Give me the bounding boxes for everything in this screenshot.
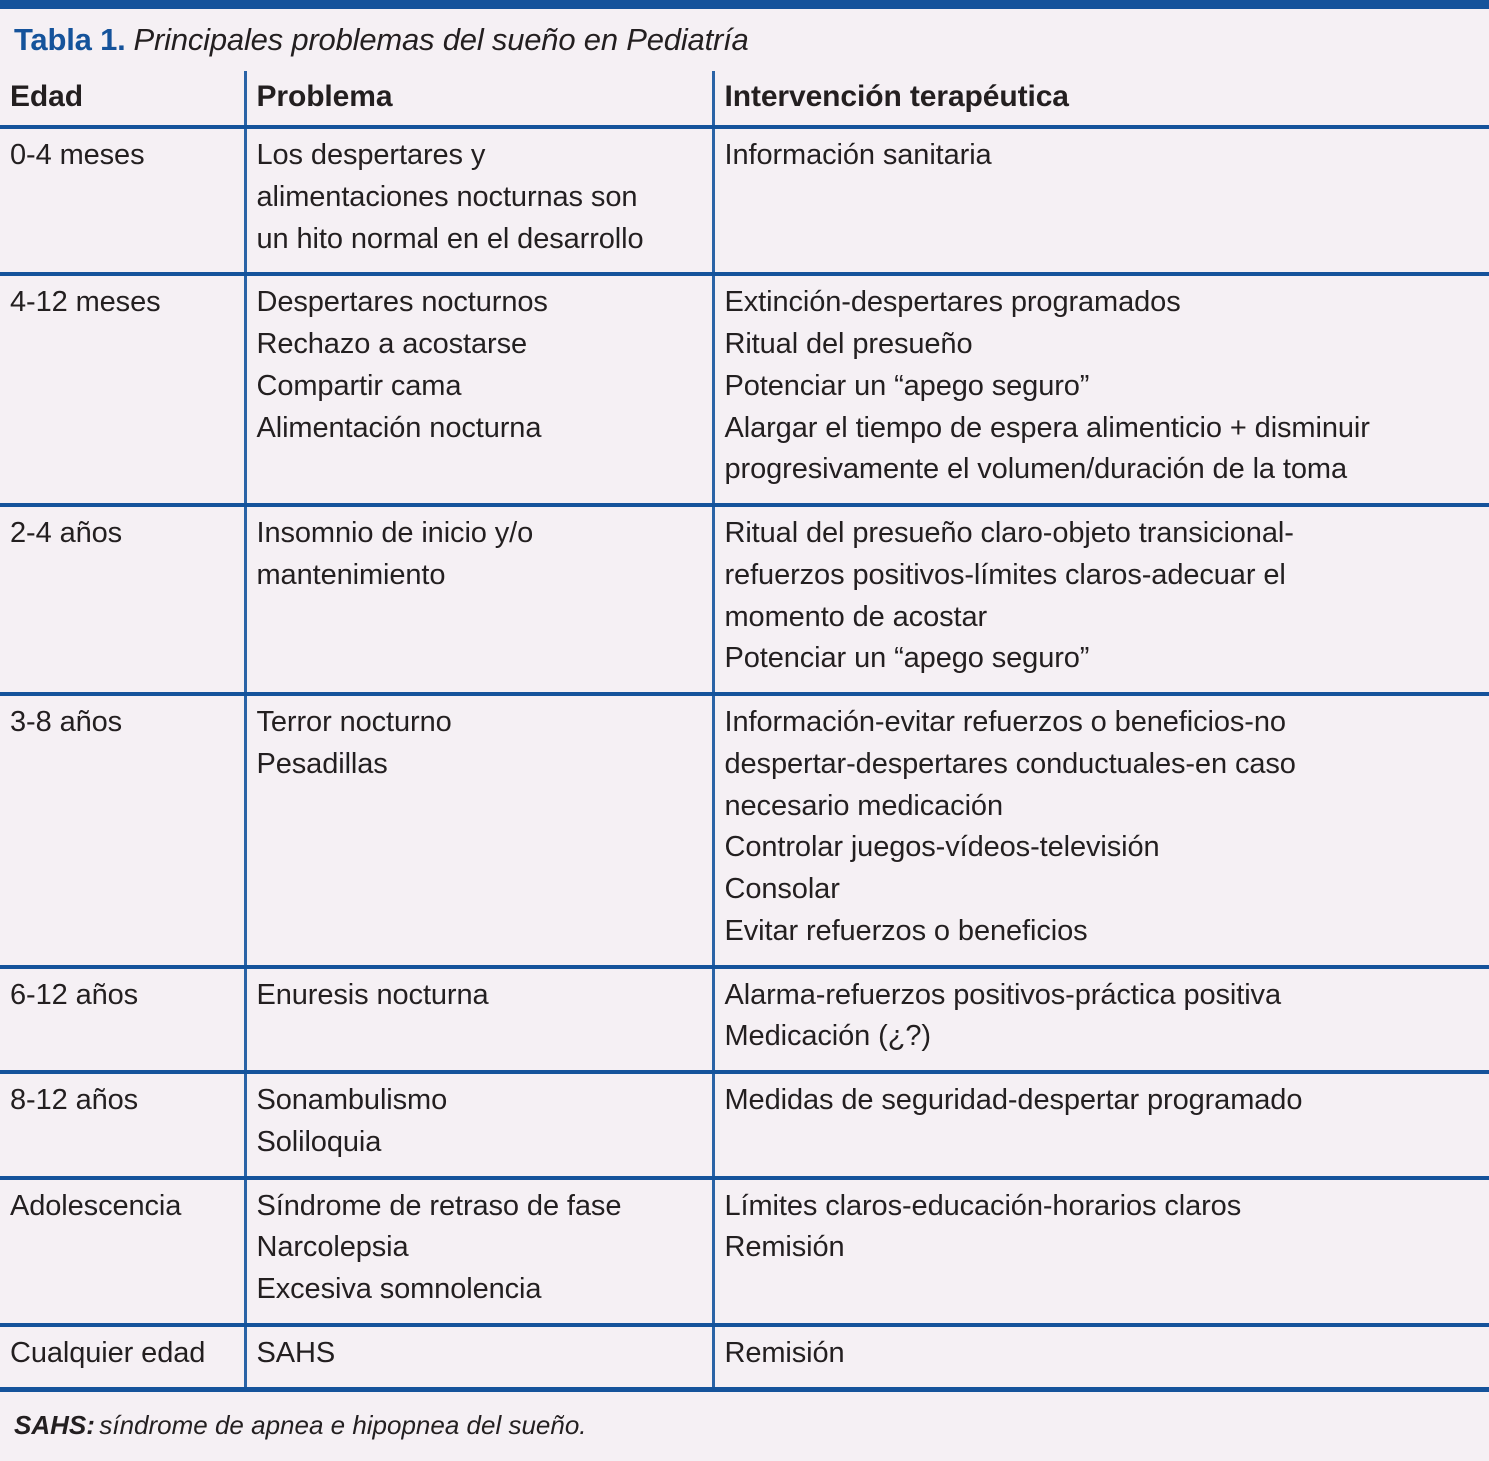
cell-line: Consolar	[724, 873, 840, 906]
cell-line: Medidas de seguridad-despertar programado	[724, 1084, 1303, 1117]
cell-edad: 8-12 años	[0, 1072, 245, 1178]
table-row	[0, 1072, 1489, 1178]
cell-line: Alarma-refuerzos positivos-práctica positiva	[724, 978, 1281, 1011]
cell-line: Medicación (¿?)	[724, 1020, 931, 1053]
cell-line: Enuresis nocturna	[256, 978, 489, 1011]
table-row	[0, 694, 1489, 967]
cell-line: Límites claros-educación-horarios claros	[724, 1189, 1242, 1222]
footnote-abbreviation: SAHS:	[14, 1409, 95, 1440]
cell-line: Compartir cama	[256, 369, 462, 402]
cell-line: Sonambulismo	[256, 1084, 448, 1117]
cell-intervencion	[713, 1325, 1489, 1387]
cell-intervencion	[713, 127, 1489, 274]
cell-line: Los despertares y	[256, 139, 486, 172]
table-row	[0, 274, 1489, 505]
cell-problema	[245, 1325, 713, 1387]
cell-problema	[245, 505, 713, 694]
cell-line: Extinción-despertares programados	[724, 286, 1181, 319]
cell-line: momento de acostar	[724, 600, 988, 633]
cell-edad: 6-12 años	[0, 967, 245, 1073]
cell-line: necesario medicación	[724, 789, 1003, 822]
cell-line: Alargar el tiempo de espera alimenticio + disminuir	[724, 411, 1370, 444]
cell-line: Pesadillas	[256, 747, 388, 780]
cell-line: Insomnio de inicio y/o	[256, 517, 534, 550]
table-header-row	[0, 71, 1489, 127]
table-row	[0, 127, 1489, 274]
cell-problema	[245, 127, 713, 274]
cell-edad: 0-4 meses	[0, 127, 245, 274]
cell-edad: Cualquier edad	[0, 1325, 245, 1387]
table-row	[0, 1178, 1489, 1325]
cell-line: Remisión	[724, 1231, 845, 1264]
cell-line: Potenciar un “apego seguro”	[724, 642, 1090, 675]
caption-title: Principales problemas del sueño en Pediatría	[133, 22, 749, 57]
table-body	[0, 127, 1489, 1387]
column-header-intervencion: Intervención terapéutica	[724, 80, 1069, 113]
cell-intervencion	[713, 505, 1489, 694]
cell-edad: 4-12 meses	[0, 274, 245, 505]
cell-line: Alimentación nocturna	[256, 411, 542, 444]
table-row	[0, 967, 1489, 1073]
cell-line: Rechazo a acostarse	[256, 328, 528, 361]
cell-edad: 3-8 años	[0, 694, 245, 967]
cell-intervencion	[713, 1072, 1489, 1178]
cell-line: Excesiva somnolencia	[256, 1273, 542, 1306]
cell-problema	[245, 1178, 713, 1325]
cell-line: refuerzos positivos-límites claros-adecuar el	[724, 558, 1286, 591]
cell-line: despertar-despertares conductuales-en caso	[724, 747, 1296, 780]
cell-line: progresivamente el volumen/duración de la toma	[724, 453, 1347, 486]
cell-line: Narcolepsia	[256, 1231, 409, 1264]
sleep-problems-table	[0, 71, 1489, 1387]
cell-line: Evitar refuerzos o beneficios	[724, 914, 1088, 947]
cell-problema	[245, 967, 713, 1073]
cell-line: mantenimiento	[256, 558, 446, 591]
cell-line: Información-evitar refuerzos o beneficios-no	[724, 706, 1286, 739]
cell-line: SAHS	[256, 1336, 336, 1369]
cell-line: Despertares nocturnos	[256, 286, 548, 319]
cell-edad: Adolescencia	[0, 1178, 245, 1325]
table-row	[0, 505, 1489, 694]
cell-line: Ritual del presueño	[724, 328, 973, 361]
cell-line: Soliloquia	[256, 1125, 382, 1158]
table-row	[0, 1325, 1489, 1387]
column-header-problema: Problema	[245, 71, 713, 127]
cell-intervencion	[713, 274, 1489, 505]
cell-line: Terror nocturno	[256, 706, 452, 739]
cell-line: Información sanitaria	[724, 139, 992, 172]
caption-label: Tabla 1.	[14, 22, 126, 57]
table-caption	[0, 9, 1489, 71]
cell-line: Síndrome de retraso de fase	[256, 1189, 622, 1222]
cell-intervencion	[713, 967, 1489, 1073]
cell-line: un hito normal en el desarrollo	[256, 222, 644, 255]
cell-edad: 2-4 años	[0, 505, 245, 694]
cell-problema	[245, 694, 713, 967]
cell-line: Ritual del presueño claro-objeto transicional-	[724, 517, 1294, 550]
column-header-edad: Edad	[0, 71, 245, 127]
cell-line: alimentaciones nocturnas son	[256, 180, 638, 213]
cell-line: Controlar juegos-vídeos-televisión	[724, 831, 1160, 864]
table-footnote	[0, 1387, 1489, 1461]
cell-line: Remisión	[724, 1336, 845, 1369]
cell-problema	[245, 274, 713, 505]
cell-problema	[245, 1072, 713, 1178]
cell-line: Potenciar un “apego seguro”	[724, 369, 1090, 402]
cell-intervencion	[713, 694, 1489, 967]
footnote-definition: síndrome de apnea e hipopnea del sueño.	[99, 1409, 587, 1440]
cell-intervencion	[713, 1178, 1489, 1325]
